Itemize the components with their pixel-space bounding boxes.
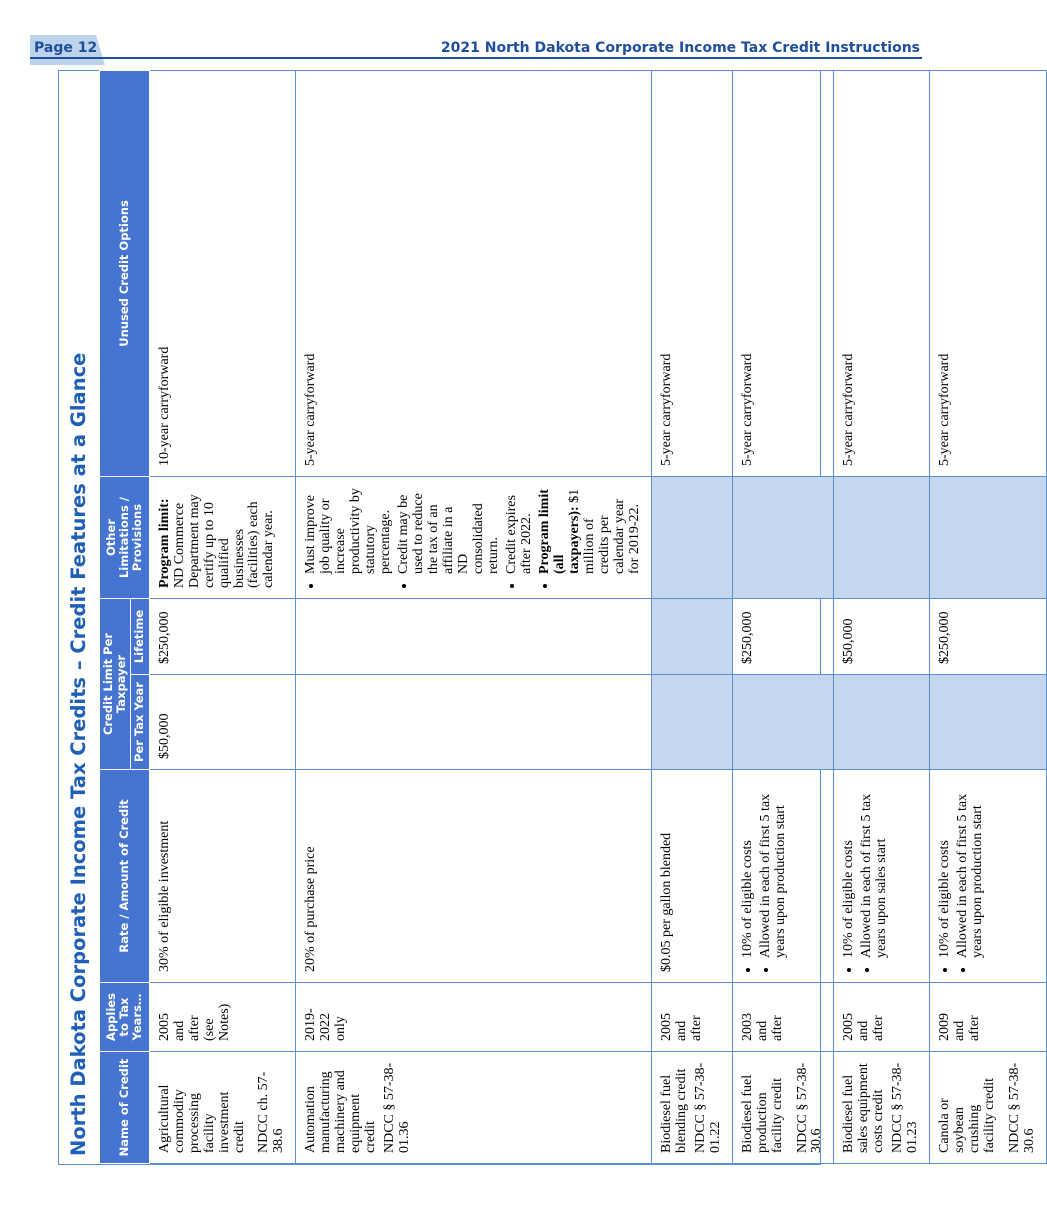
rate-item: • Allowed in each of first 5 tax years upon production start: [759, 780, 789, 958]
credit-name: Automation manufacturing machinery and equipment credit: [303, 1070, 379, 1153]
provision-item: • Must improve job quality or increase productivity by statutory percentage.: [304, 487, 394, 574]
lifetime-cell: [296, 599, 651, 675]
other-cell: [651, 477, 732, 599]
unused-cell: 5-year carryforward: [834, 70, 930, 476]
rate-item: • 10% of eligible costs: [842, 780, 857, 958]
credit-name: Biodiesel fuel production facility credit: [739, 1074, 785, 1153]
other-cell: [930, 477, 1047, 599]
rate-cell: $0.05 per gallon blended: [651, 770, 732, 983]
per-year-cell: [296, 675, 651, 770]
other-text: ND Commerce Department may certify up to 10 qualified businesses (facilities) each calendar year.: [171, 494, 277, 588]
document-title: 2021 North Dakota Corporate Income Tax Credit Instructions: [440, 40, 920, 56]
other-cell: [296, 477, 651, 599]
rate-cell: [732, 770, 834, 983]
other-cell: [834, 477, 930, 599]
unused-cell: 5-year carryforward: [732, 70, 834, 476]
table-frame: [58, 70, 1038, 1165]
col-applies: Applies to Tax Years…: [100, 983, 150, 1052]
credit-name: Agricultural commodity processing facility investment credit: [156, 1084, 247, 1153]
lifetime-cell: $250,000: [930, 599, 1047, 675]
rate-list: [741, 780, 789, 972]
rate-item: • 10% of eligible costs: [938, 780, 953, 958]
credit-name-cell: [651, 1052, 732, 1164]
rate-item: • Allowed in each of first 5 tax years upon production start: [956, 780, 986, 958]
credit-name-cell: [149, 1052, 296, 1164]
applies-cell: 2019-2022 only: [296, 983, 651, 1052]
lifetime-cell: [651, 599, 732, 675]
credit-citation: NDCC § 57-38-30.6: [794, 1062, 825, 1153]
rate-cell: 30% of eligible investment: [149, 770, 296, 983]
credit-citation: NDCC § 57-38-30.6: [1007, 1062, 1038, 1153]
applies-cell: 2005 and after: [651, 983, 732, 1052]
applies-cell: 2005 and after (see Notes): [149, 983, 296, 1052]
provisions-list: [304, 487, 642, 588]
credit-citation: NDCC ch. 57-38.6: [256, 1071, 287, 1153]
provision-item: • Credit expires after 2022.: [505, 487, 535, 574]
table-row: [296, 70, 651, 1163]
table-heading: North Dakota Corporate Income Tax Credits – Credit Features at a Glance: [67, 352, 90, 1156]
unused-cell: 5-year carryforward: [296, 70, 651, 476]
lifetime-cell: $50,000: [834, 599, 930, 675]
provision-text: $1 million of credits per calendar year for 2019-22.: [566, 488, 642, 574]
header-rule: [30, 57, 922, 59]
col-rate: Rate / Amount of Credit: [100, 770, 150, 983]
provision-item: • Credit may be used to reduce the tax of an affiliate in a ND consolidated return.: [397, 487, 502, 574]
rate-item: • 10% of eligible costs: [741, 780, 756, 958]
col-limit-group: Credit Limit Per Taxpayer: [100, 599, 131, 770]
applies-cell: 2005 and after: [834, 983, 930, 1052]
credit-citation: NDCC § 57-38-01.23: [890, 1062, 921, 1153]
table-row: [930, 70, 1047, 1163]
unused-cell: 10-year carryforward: [149, 70, 296, 476]
table-row: [834, 70, 930, 1163]
per-year-cell: [834, 675, 930, 770]
rate-cell: [834, 770, 930, 983]
credit-name-cell: [930, 1052, 1047, 1164]
credit-name: Canola or soybean crushing facility credit: [937, 1077, 998, 1153]
credit-name: Biodiesel fuel blending credit: [658, 1068, 689, 1153]
col-other: Other Limitations / Provisions: [100, 477, 150, 599]
credit-citation: NDCC § 57-38-01.36: [382, 1062, 413, 1153]
rate-cell: [930, 770, 1047, 983]
rate-list: [842, 780, 890, 972]
col-per-year: Per Tax Year: [131, 675, 149, 770]
table-row: [651, 70, 732, 1163]
program-limit-label: Program limit:: [156, 498, 172, 588]
lifetime-cell: $250,000: [149, 599, 296, 675]
unused-cell: 5-year carryforward: [930, 70, 1047, 476]
col-lifetime: Lifetime: [131, 599, 149, 675]
credit-name-cell: [732, 1052, 834, 1164]
per-year-cell: [930, 675, 1047, 770]
table-row: [732, 70, 834, 1163]
applies-cell: 2003 and after: [732, 983, 834, 1052]
credit-name: Biodiesel fuel sales equipment costs credit: [841, 1063, 887, 1153]
other-cell: [149, 477, 296, 599]
per-year-cell: $50,000: [149, 675, 296, 770]
rate-list: [938, 780, 986, 972]
col-unused: Unused Credit Options: [100, 70, 150, 476]
rate-cell: 20% of purchase price: [296, 770, 651, 983]
unused-cell: 5-year carryforward: [651, 70, 732, 476]
program-limit-label: Program limit (all taxpayers):: [536, 489, 582, 574]
credit-citation: NDCC § 57-38-01.22: [692, 1062, 723, 1153]
per-year-cell: [651, 675, 732, 770]
provision-item: [538, 487, 643, 574]
per-year-cell: [732, 675, 834, 770]
credits-table: [99, 70, 1047, 1164]
page-number: Page 12: [34, 40, 98, 56]
credit-name-cell: [834, 1052, 930, 1164]
other-cell: [732, 477, 834, 599]
rotated-table-content: [59, 71, 1038, 1164]
credit-name-cell: [296, 1052, 651, 1164]
applies-cell: 2009 and after: [930, 983, 1047, 1052]
rate-item: • Allowed in each of first 5 tax years upon sales start: [860, 780, 890, 958]
table-row: [149, 70, 296, 1163]
col-name: Name of Credit: [100, 1052, 150, 1164]
lifetime-cell: $250,000: [732, 599, 834, 675]
